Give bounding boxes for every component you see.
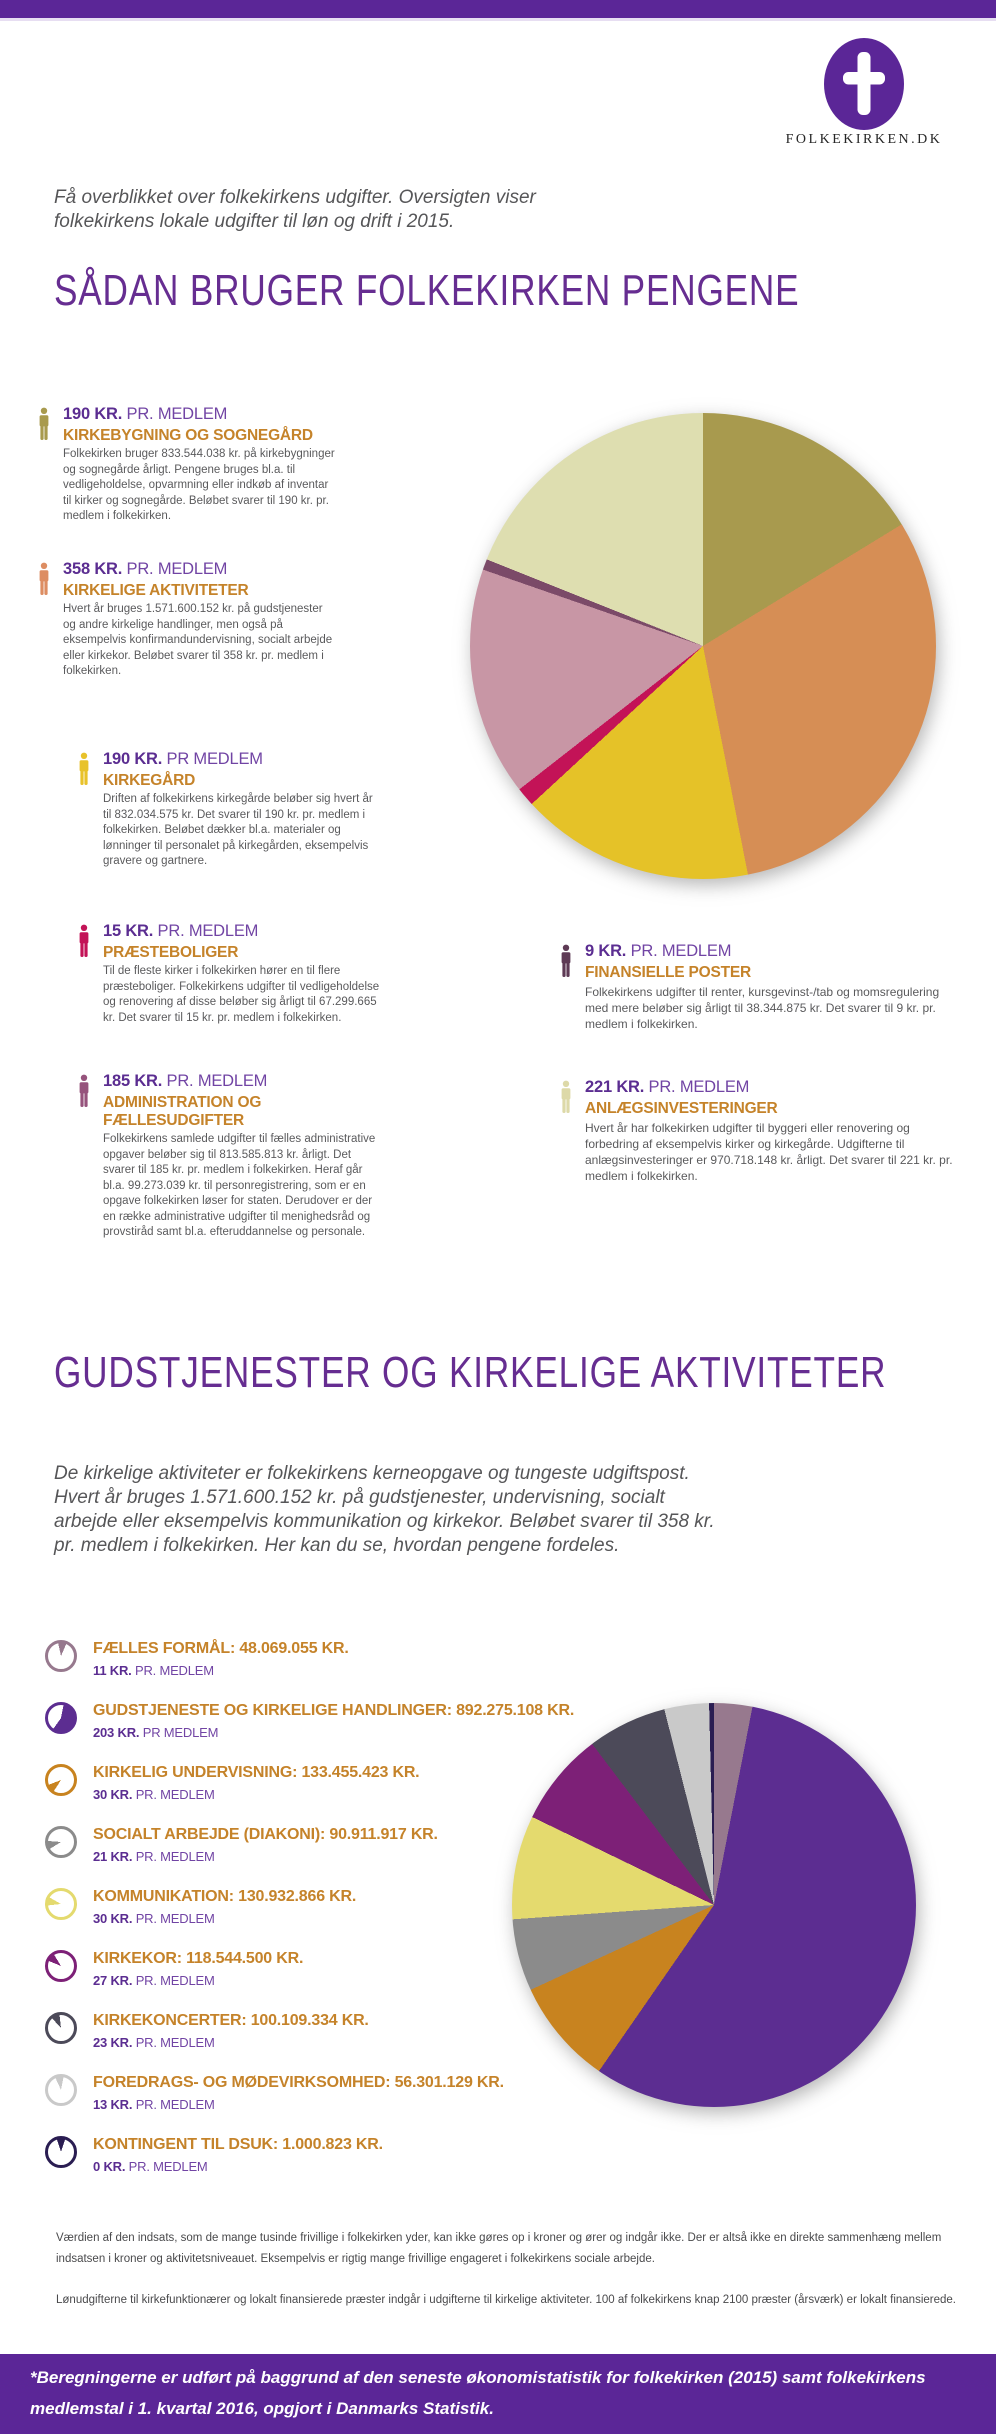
- amount-line: [103, 750, 381, 769]
- expense-block-administration: [76, 1072, 381, 1241]
- section2-intro-paragraph: De kirkelige aktiviteter er folkekirkens kerneopgave og tungeste udgiftspost. Hvert år bruges 1.571.600.152 kr. på gudstjenester, undervisning, socialt arbejde eller eksempelvis kommunikation og kirkekor. Beløbet svarer til 358 kr. pr. medlem i folkekirken. Her kan du se, hvordan pengene fordeles.: [54, 1463, 715, 1556]
- activity-label: KONTINGENT TIL DSUK: 1.000.823 KR.: [93, 2136, 383, 2153]
- per-member-label: PR. MEDLEM: [126, 560, 228, 578]
- activity-item-kommunikation: [45, 1888, 356, 1926]
- amount-value: 358 KR.: [63, 560, 123, 578]
- amount-line: [103, 922, 381, 941]
- activity-item-kontingent-dsuk: [45, 2136, 383, 2174]
- amount-value: 190 KR.: [63, 405, 123, 423]
- per-member-label: PR MEDLEM: [166, 750, 263, 768]
- person-icon: [558, 944, 574, 978]
- activity-label: KIRKEKOR: 118.544.500 KR.: [93, 1950, 304, 1967]
- activity-label: KIRKEKONCERTER: 100.109.334 KR.: [93, 2012, 369, 2029]
- expense-block-anlaegsinvesteringer: [558, 1078, 958, 1184]
- person-icon: [558, 1080, 574, 1114]
- section2-title: GUDSTJENESTER OG KIRKELIGE AKTIVITETER: [54, 1348, 887, 1397]
- amount-value: 185 KR.: [103, 1072, 163, 1090]
- section1-title: SÅDAN BRUGER FOLKEKIRKEN PENGENE: [54, 266, 800, 315]
- activity-item-undervisning: [45, 1764, 419, 1802]
- pie-slice-icon: [45, 2136, 77, 2168]
- per-member-line: 11 KR. PR. MEDLEM: [93, 1663, 214, 1678]
- activity-label: SOCIALT ARBEJDE (DIAKONI): 90.911.917 KR.: [93, 1826, 438, 1843]
- activity-item-socialt-arbejde: [45, 1826, 438, 1864]
- per-member-line: 0 KR. PR. MEDLEM: [93, 2159, 208, 2174]
- person-icon: [76, 752, 92, 786]
- per-member-line: 13 KR. PR. MEDLEM: [93, 2097, 215, 2112]
- footer-note: *Beregningerne er udført på baggrund af den seneste økonomistatistik for folkekirken (2015) samt folkekirkens medlemstal i 1. kvartal 2016, opgjort i Danmarks Statistik.: [30, 2368, 926, 2418]
- folkekirken-logo-icon: [824, 38, 904, 130]
- expense-block-kirkegaard: [76, 750, 381, 870]
- expense-block-finansielle-poster: [558, 942, 958, 1032]
- pie-slice-icon: [45, 1826, 77, 1858]
- per-member-label: PR. MEDLEM: [648, 1078, 750, 1096]
- per-member-line: 30 KR. PR. MEDLEM: [93, 1787, 215, 1802]
- expense-title: KIRKEGÅRD: [103, 772, 196, 789]
- per-member-line: 23 KR. PR. MEDLEM: [93, 2035, 215, 2050]
- expense-description: Folkekirken bruger 833.544.038 kr. på kirkebygninger og sognegårde årligt. Pengene bruges bl.a. til vedligeholdelse, opvarmning eller indkøb af inventar til kirker og sognegårde. Beløbet svarer til 190 kr. pr. medlem i folkekirken.: [63, 448, 335, 522]
- activity-item-kirkekor: [45, 1950, 303, 1988]
- amount-line: [585, 942, 958, 961]
- pie-slice-icon: [45, 1888, 77, 1920]
- intro-paragraph: Få overblikket over folkekirkens udgifter. Oversigten viser folkekirkens lokale udgifter til løn og drift i 2015.: [54, 187, 536, 232]
- amount-line: [63, 405, 336, 424]
- person-icon: [76, 1074, 92, 1108]
- pie-slice-icon: [45, 2012, 77, 2044]
- activity-label: KIRKELIG UNDERVISNING: 133.455.423 KR.: [93, 1764, 420, 1781]
- per-member-label: PR. MEDLEM: [126, 405, 228, 423]
- amount-line: [63, 560, 336, 579]
- pie-slice-icon: [45, 1702, 77, 1734]
- activity-item-gudstjeneste: [45, 1702, 574, 1740]
- top-accent-bar: [0, 0, 996, 21]
- per-member-label: PR. MEDLEM: [166, 1072, 268, 1090]
- activity-item-faelles-formaal: [45, 1640, 349, 1678]
- expense-block-kirkelige-aktiviteter: [36, 560, 336, 680]
- activity-label: FÆLLES FORMÅL: 48.069.055 KR.: [93, 1640, 349, 1657]
- expense-block-praesteboliger: [76, 922, 381, 1026]
- logo-text: FOLKEKIRKEN.DK: [785, 132, 943, 147]
- amount-value: 190 KR.: [103, 750, 163, 768]
- expense-title: FINANSIELLE POSTER: [585, 964, 752, 981]
- per-member-line: 27 KR. PR. MEDLEM: [93, 1973, 215, 1988]
- pie-slice-icon: [45, 1764, 77, 1796]
- activity-item-kirkekoncerter: [45, 2012, 369, 2050]
- per-member-label: PR. MEDLEM: [157, 922, 259, 940]
- expense-title: ANLÆGSINVESTERINGER: [585, 1100, 778, 1117]
- expense-title: KIRKEBYGNING OG SOGNEGÅRD: [63, 427, 313, 444]
- pie-slice-icon: [45, 2074, 77, 2106]
- pie-slice-icon: [45, 1640, 77, 1672]
- footnote-frivillige: Værdien af den indsats, som de mange tusinde frivillige i folkekirken yder, kan ikke gøres op i kroner og ører og indgår ikke. Der er altså ikke en direkte sammenhæng mellem indsatsen i kroner og aktivitetsniveauet. Eksempelvis er rigtig mange frivillige engageret i folkekirkens sociale arbejde.: [56, 2232, 942, 2265]
- activity-label: FOREDRAGS- OG MØDEVIRKSOMHED: 56.301.129 KR.: [93, 2074, 504, 2091]
- expense-title: KIRKELIGE AKTIVITETER: [63, 582, 249, 599]
- expense-description: Hvert år har folkekirken udgifter til byggeri eller renovering og forbedring af eksempelvis kirker og kirkegårde. Udgifterne til anlægsinvesteringer er 970.718.148 kr. årligt. Det svarer til 221 kr. pr. medlem i folkekirken.: [585, 1121, 953, 1183]
- amount-value: 15 KR.: [103, 922, 154, 940]
- footer-bar: [0, 2354, 996, 2434]
- person-icon: [76, 924, 92, 958]
- footnote-loenudgifter: Lønudgifterne til kirkefunktionærer og lokalt finansierede præster indgår i udgifterne til kirkelige aktiviteter. 100 af folkekirkens knap 2100 præster (årsværk) er lokalt finansierede.: [56, 2294, 956, 2306]
- amount-value: 221 KR.: [585, 1078, 645, 1096]
- expense-description: Folkekirkens samlede udgifter til fælles administrative opgaver beløber sig til 813.585.813 kr. årligt. Det svarer til 185 kr. pr. medlem i folkekirken. Heraf går bl.a. 99.273.039 kr. til personregistrering, som er en opgave folkekirken løser for staten. Derudover er der en række administrative udgifter til menighedsråd og provstiråd samt bl.a. efteruddannelse og personale.: [103, 1133, 376, 1238]
- per-member-line: 21 KR. PR. MEDLEM: [93, 1849, 215, 1864]
- expenses-pie-chart: [470, 413, 936, 879]
- expense-description: Til de fleste kirker i folkekirken hører en til flere præsteboliger. Folkekirkens udgifter til vedligeholdelse og renovering af disse beløber sig årligt til 67.299.665 kr. Det svarer til 15 kr. pr. medlem i folkekirken.: [103, 965, 380, 1024]
- expense-title: PRÆSTEBOLIGER: [103, 944, 239, 961]
- activities-pie-chart: [512, 1703, 916, 2107]
- expense-description: Driften af folkekirkens kirkegårde beløber sig hvert år til 832.034.575 kr. Det svarer til 190 kr. pr. medlem i folkekirken. Beløbet dækker bl.a. materialer og lønninger til personalet på kirkegården, eksempelvis gravere og gartnere.: [103, 793, 373, 867]
- activity-label: GUDSTJENESTE OG KIRKELIGE HANDLINGER: 892.275.108 KR.: [93, 1702, 575, 1719]
- amount-value: 9 KR.: [585, 942, 627, 960]
- pie-slice-icon: [45, 1950, 77, 1982]
- amount-line: [585, 1078, 958, 1097]
- per-member-label: PR. MEDLEM: [630, 942, 732, 960]
- amount-line: [103, 1072, 381, 1091]
- expense-title: ADMINISTRATION OG FÆLLESUDGIFTER: [103, 1094, 262, 1129]
- per-member-line: 203 KR. PR MEDLEM: [93, 1725, 219, 1740]
- activity-item-foredrag: [45, 2074, 504, 2112]
- expense-block-kirkebygning: [36, 405, 336, 525]
- per-member-line: 30 KR. PR. MEDLEM: [93, 1911, 215, 1926]
- person-icon: [36, 562, 52, 596]
- person-icon: [36, 407, 52, 441]
- expense-description: Hvert år bruges 1.571.600.152 kr. på gudstjenester og andre kirkelige handlinger, men også på eksempelvis konfirmandundervisning, socialt arbejde eller kirkekor. Beløbet svarer til 358 kr. pr. medlem i folkekirken.: [63, 603, 333, 677]
- activity-label: KOMMUNIKATION: 130.932.866 KR.: [93, 1888, 357, 1905]
- expense-description: Folkekirkens udgifter til renter, kursgevinst-/tab og momsregulering med mere beløber sig årligt til 38.344.875 kr. Det svarer til 9 kr. pr. medlem i folkekirken.: [585, 985, 940, 1031]
